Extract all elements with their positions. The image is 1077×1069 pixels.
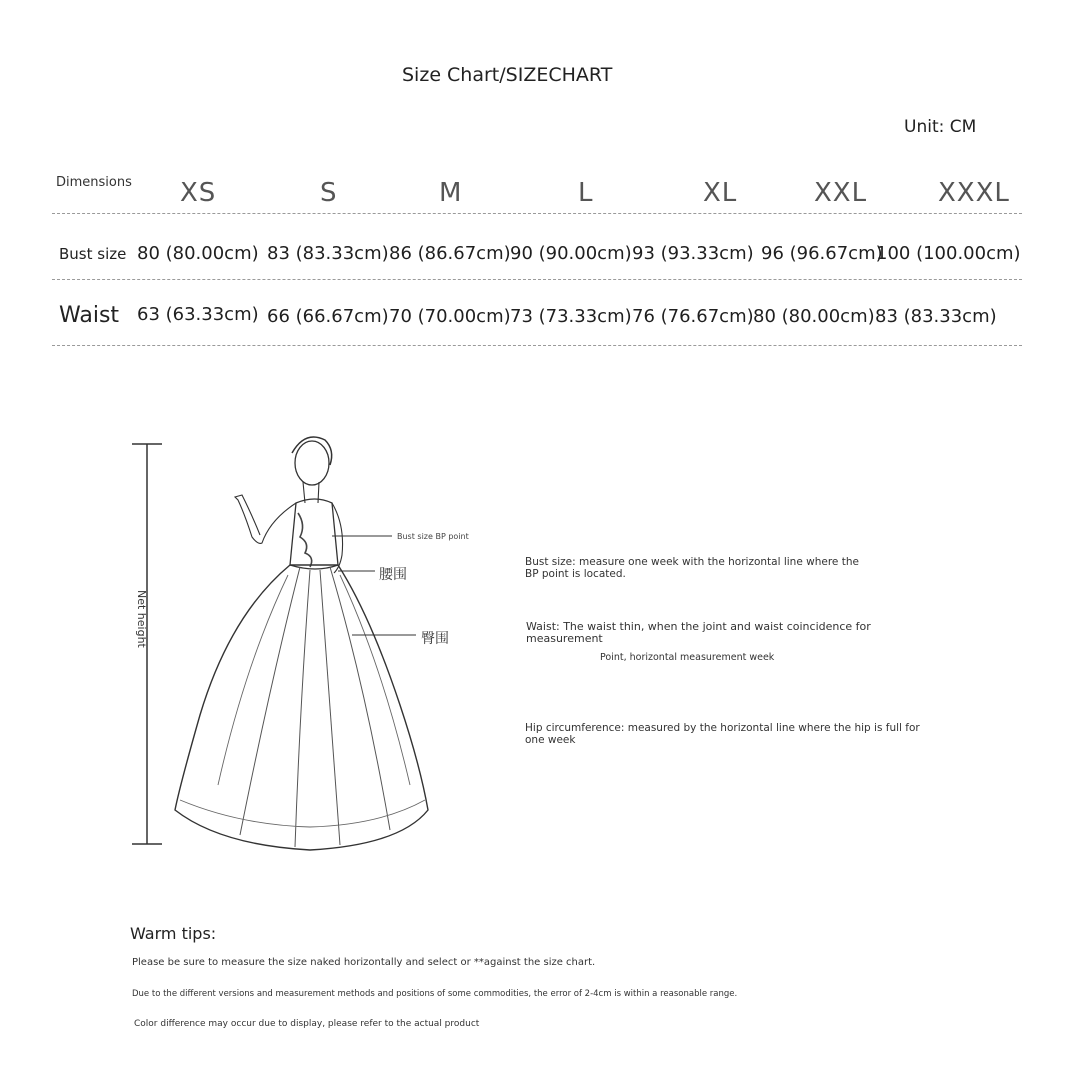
dimensions-header: Dimensions [56,175,132,190]
hip-note: Hip circumference: measured by the horizontal line where the hip is full for one week [525,722,920,746]
table-cell: 66 (66.67cm) [267,306,389,327]
unit-label: Unit: CM [904,117,977,137]
page-title: Size Chart/SIZECHART [402,64,613,86]
bust-point-label: Bust size BP point [397,532,469,541]
table-cell: 83 (83.33cm) [267,243,389,264]
table-divider [52,279,1022,280]
table-cell: 90 (90.00cm) [510,243,632,264]
tip-item: Due to the different versions and measurement methods and positions of some commodities, the error of 2-4cm is within a reasonable range. [132,989,738,999]
size-header-l: L [578,178,594,208]
size-header-xs: XS [180,178,217,208]
row-label-bust: Bust size [59,245,127,263]
table-cell: 73 (73.33cm) [510,306,632,327]
size-header-xl: XL [703,178,738,208]
table-cell: 93 (93.33cm) [632,243,754,264]
tip-item: Please be sure to measure the size naked horizontally and select or **against the size chart. [132,957,596,968]
table-cell: 70 (70.00cm) [389,306,511,327]
table-cell: 100 (100.00cm) [876,243,1021,264]
hip-label-cn: 臀围 [421,631,449,647]
size-header-s: S [320,178,338,208]
size-header-m: M [439,178,463,208]
size-header-xxl: XXL [814,178,868,208]
table-cell: 80 (80.00cm) [137,243,259,264]
table-cell: 80 (80.00cm) [753,306,875,327]
waist-note-sub: Point, horizontal measurement week [600,652,775,663]
waist-note: Waist: The waist thin, when the joint and waist coincidence for measurement [526,620,871,645]
tip-item: Color difference may occur due to display, please refer to the actual product [134,1019,480,1029]
size-header-xxxl: XXXL [938,178,1010,208]
warm-tips-title: Warm tips: [130,924,217,943]
table-cell: 63 (63.33cm) [137,304,259,325]
table-cell: 96 (96.67cm) [761,243,883,264]
net-height-label: Net height [135,590,148,648]
table-cell: 83 (83.33cm) [875,306,997,327]
row-label-waist: Waist [59,303,120,328]
table-cell: 86 (86.67cm) [389,243,511,264]
bust-note: Bust size: measure one week with the horizontal line where the BP point is located. [525,556,859,580]
table-divider [52,213,1022,214]
waist-label-cn: 腰围 [379,567,407,583]
table-cell: 76 (76.67cm) [632,306,754,327]
table-divider [52,345,1022,346]
